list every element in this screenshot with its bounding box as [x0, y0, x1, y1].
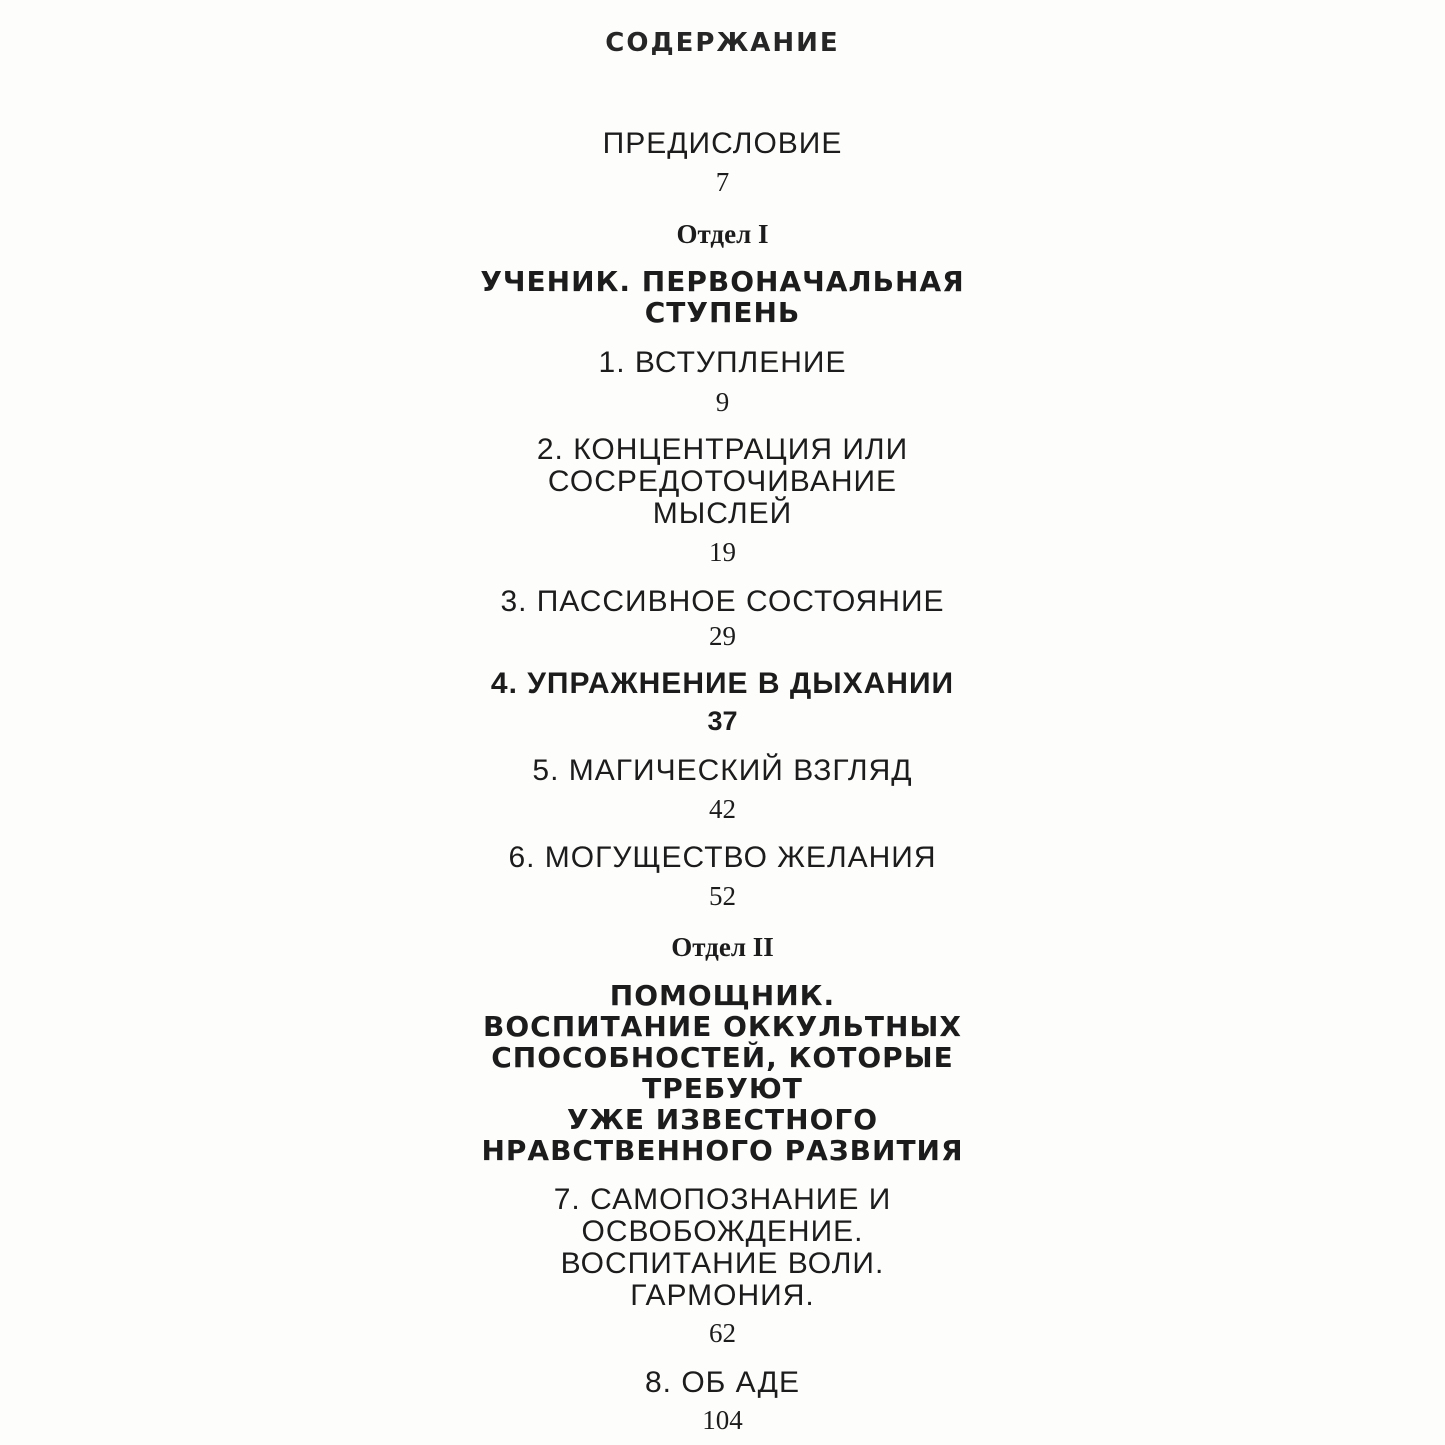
toc-entry-preface: ПРЕДИСЛОВИЕ [602, 127, 843, 160]
toc-entry-line: 7. САМОПОЗНАНИЕ И [553, 1183, 892, 1216]
toc-page-number: 7 [715, 167, 730, 197]
toc-entry [0, 434, 1445, 530]
section-title-line: УЧЕНИК. ПЕРВОНАЧАЛЬНАЯ [480, 265, 965, 298]
toc-page-number: 9 [715, 387, 730, 417]
toc-entry-line: 2. КОНЦЕНТРАЦИЯ ИЛИ [536, 433, 909, 466]
section-label: Отдел I [676, 219, 769, 249]
section-title [0, 980, 1445, 1166]
section-title-line: НРАВСТВЕННОГО РАЗВИТИЯ [481, 1134, 964, 1167]
toc-entry: 5. МАГИЧЕСКИЙ ВЗГЛЯД [532, 754, 913, 787]
section-title-line: ТРЕБУЮТ [642, 1072, 803, 1105]
section-title-line: ВОСПИТАНИЕ ОККУЛЬТНЫХ [483, 1010, 962, 1043]
section-title-line: СПОСОБНОСТЕЙ, КОТОРЫЕ [491, 1041, 954, 1074]
toc-entry-line: МЫСЛЕЙ [652, 497, 793, 530]
section-title [0, 266, 1445, 328]
section-title-line: ПОМОЩНИК. [609, 979, 836, 1012]
toc-page-number: 37 [707, 706, 738, 736]
toc-page-number: 19 [709, 537, 736, 567]
toc-entry: 8. ОБ АДЕ [644, 1366, 801, 1399]
toc-entry [0, 1184, 1445, 1312]
toc-entry: 1. ВСТУПЛЕНИЕ [598, 346, 847, 379]
toc-page-number: 52 [709, 881, 736, 911]
toc-entry-line: ОСВОБОЖДЕНИЕ. [581, 1215, 864, 1248]
toc-entry-line: ГАРМОНИЯ. [630, 1279, 815, 1312]
toc-page-number: 42 [709, 794, 736, 824]
section-label: Отдел II [671, 932, 774, 962]
section-title-line: СТУПЕНЬ [644, 296, 801, 329]
toc-entry: 4. УПРАЖНЕНИЕ В ДЫХАНИИ [490, 667, 955, 700]
page-title: СОДЕРЖАНИЕ [605, 28, 840, 58]
toc-page-number: 104 [702, 1405, 743, 1435]
toc-page-number: 62 [709, 1318, 736, 1348]
section-title-line: УЖЕ ИЗВЕСТНОГО [566, 1103, 879, 1136]
toc-entry-line: СОСРЕДОТОЧИВАНИЕ [547, 465, 898, 498]
toc-entry: 3. ПАССИВНОЕ СОСТОЯНИЕ [500, 585, 945, 618]
toc-entry-line: ВОСПИТАНИЕ ВОЛИ. [560, 1247, 885, 1280]
toc-page-number: 29 [709, 621, 736, 651]
toc-entry: 6. МОГУЩЕСТВО ЖЕЛАНИЯ [508, 841, 937, 874]
